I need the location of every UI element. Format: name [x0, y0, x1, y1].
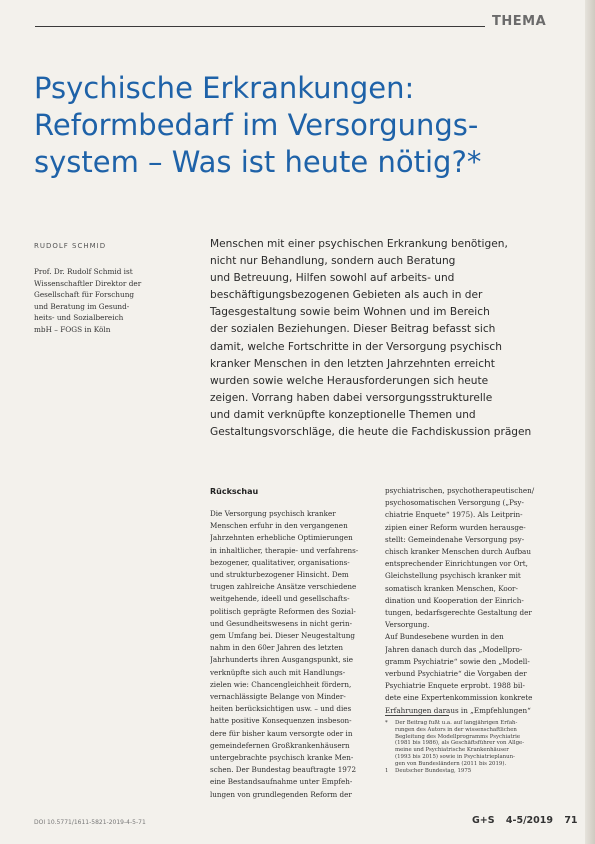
article-title — [34, 70, 554, 181]
body-text-line: schen. Der Bundestag beauftragte 1972 — [210, 765, 357, 775]
footnote-text: (1981 bis 1986), als Geschäftsführer von Allge- — [395, 740, 525, 747]
body-text-line: Menschen erfuhr in den vergangenen — [210, 521, 348, 531]
lead-line: wurden sowie welche Herausforderungen sich heute — [210, 374, 489, 387]
title-line: Psychische Erkrankungen: — [34, 71, 415, 105]
body-text-line: dere für bisher kaum versorgte oder in — [210, 728, 353, 738]
body-text-line: untergebrachte psychisch kranke Men- — [210, 753, 354, 763]
footnote-number: 1 — [385, 767, 389, 774]
footnote-text: meine und Psychiatrische Krankenhäuser — [395, 747, 509, 754]
footnote-line — [385, 747, 555, 754]
page-number: 71 — [564, 815, 578, 826]
footnote-number: * — [385, 720, 388, 726]
body-text-line: nahm in den 60er Jahren des letzten — [210, 643, 343, 653]
body-text-line: Jahrhunderts ihren Ausgangspunkt, sie — [210, 655, 354, 665]
footnote-line — [385, 734, 555, 741]
lead-line: kranker Menschen in den letzten Jahrzehnten erreicht — [210, 357, 495, 370]
body-text-line: Gleichstellung psychisch kranker mit — [385, 571, 521, 581]
issue-number: 4-5/2019 — [505, 815, 553, 826]
body-text-line: verknüpfte sich auch mit Handlungs- — [210, 667, 346, 677]
footnote-text: rungen des Autors in der wissenschaftlichen — [395, 726, 517, 733]
lead-line: nicht nur Behandlung, sondern auch Beratung — [210, 255, 456, 268]
lead-line: der sozialen Beziehungen. Dieser Beitrag befasst sich — [210, 323, 496, 336]
section-heading: Rückschau — [210, 487, 259, 496]
lead-line: damit, welche Fortschritte in der Versorgung psychisch — [210, 340, 502, 353]
body-text-line: Psychiatrie Enquete erprobt. 1988 bil- — [385, 681, 525, 691]
body-text-line: entsprechender Einrichtungen vor Ort, — [385, 559, 528, 569]
body-text-line: lungen von grundlegenden Reform der — [210, 789, 352, 799]
body-text-line: gem Umfang bei. Dieser Neugestaltung — [210, 631, 355, 641]
body-text-line: psychiatrischen, psychotherapeutischen/ — [385, 486, 535, 495]
body-text-line: psychosomatischen Versorgung („Psy- — [385, 498, 524, 508]
footnote-line — [385, 768, 555, 775]
body-text-line: hatte positive Konsequenzen insbeson- — [210, 716, 352, 726]
body-text-line: verbund Psychiatrie“ die Vorgaben der — [385, 669, 527, 679]
title-line: Reformbedarf im Versorgungs- — [34, 108, 479, 142]
bio-line: mbH – FOGS in Köln — [34, 324, 111, 334]
footnote-text: Der Beitrag fußt u.a. auf langjährigen Erfah- — [395, 720, 518, 726]
body-text-line: Versorgung. — [385, 620, 430, 630]
lead-line: zeigen. Vorrang haben dabei versorgungsstrukturelle — [210, 391, 493, 404]
body-text-line: und Gesundheitswesens in nicht gerin- — [210, 618, 353, 628]
author-bio — [34, 266, 162, 336]
body-text-line: in inhaltlicher, therapie- und verfahrens- — [210, 545, 359, 555]
footnote-line — [385, 727, 555, 734]
body-text-line: chisch kranker Menschen durch Aufbau — [385, 547, 531, 557]
footnote-line — [385, 740, 555, 747]
journal-name: G+S — [472, 815, 495, 826]
body-text-line: gemeindefernen Großkrankenhäusern — [210, 740, 350, 750]
body-text-line: zipien einer Reform wurden herausge- — [385, 522, 526, 532]
body-text-line: vernachlässigte Belange von Minder- — [210, 692, 346, 702]
lead-line: Gestaltungsvorschläge, die heute die Fachdiskussion prägen — [210, 426, 532, 439]
scan-edge — [585, 0, 595, 844]
footnote-text: (1993 bis 2015) sowie in Psychiatrieplanun- — [395, 753, 515, 760]
footnote-text: gen von Bundesländern (2011 bis 2019). — [395, 760, 507, 767]
lead-line: und Betreuung, Hilfen sowohl auf arbeits- und — [210, 272, 455, 285]
body-text-line: chiatrie Enquete“ 1975). Als Leitprin- — [385, 510, 523, 520]
body-column-right — [385, 485, 555, 717]
header-rule — [35, 26, 485, 27]
bio-line: Gesellschaft für Forschung — [34, 290, 135, 300]
lead-line: und damit verknüpfte konzeptionelle Themen und — [210, 408, 476, 421]
body-text-line: somatisch kranken Menschen, Koor- — [385, 583, 518, 593]
body-text-line: Erfahrungen daraus in „Empfehlungen“ — [385, 705, 531, 715]
body-text-line: heiten berücksichtigen usw. – und dies — [210, 704, 352, 714]
footnote-rule — [385, 715, 449, 716]
body-text-line: Jahrzehnten erhebliche Optimierungen — [210, 533, 353, 543]
bio-line: und Beratung im Gesund- — [34, 301, 130, 311]
footnotes — [385, 720, 555, 774]
body-text-line: und strukturbezogener Hinsicht. Dem — [210, 570, 349, 580]
section-rubric: THEMA — [492, 14, 547, 29]
author-name: RUDOLF SCHMID — [34, 242, 107, 250]
body-text-line: tungen, bedarfsgerechte Gestaltung der — [385, 608, 532, 618]
body-text-line: zielen wie: Chancengleichheit fördern, — [210, 679, 352, 689]
body-column-left — [210, 508, 378, 801]
page-footer — [472, 815, 586, 826]
body-text-line: politisch geprägte Reformen des Sozial- — [210, 606, 356, 616]
body-text-line: dete eine Expertenkommission konkrete — [385, 693, 533, 703]
body-text-line: gramm Psychiatrie“ sowie den „Modell- — [385, 656, 530, 666]
body-text-line: Auf Bundesebene wurden in den — [385, 632, 504, 642]
body-text-line: Jahren danach durch das „Modellpro- — [385, 644, 523, 654]
body-text-line: dination und Kooperation der Einrich- — [385, 595, 524, 605]
footnote-text: Deutscher Bundestag, 1975 — [395, 767, 472, 774]
footnote-text: Begleitung des Modellprogramms Psychiatrie — [395, 733, 521, 740]
body-text-line: Die Versorgung psychisch kranker — [210, 509, 336, 518]
title-line: system – Was ist heute nötig?* — [34, 145, 482, 179]
footnote-line — [385, 720, 555, 727]
footnote-line — [385, 761, 555, 768]
lead-line: beschäftigungsbezogenen Gebieten als auch in der — [210, 289, 483, 302]
body-text-line: weitgehende, ideell und gesellschafts- — [210, 594, 350, 604]
body-text-line: stellt: Gemeindenahe Versorgung psy- — [385, 534, 525, 544]
footnote-line — [385, 754, 555, 761]
lead-paragraph — [210, 236, 555, 441]
bio-line: heits- und Sozialbereich — [34, 313, 124, 323]
lead-line: Menschen mit einer psychischen Erkrankung benötigen, — [210, 238, 508, 250]
body-text-line: bezogener, qualitativer, organisations- — [210, 557, 350, 567]
body-text-line: trugen zahlreiche Ansätze verschiedene — [210, 582, 357, 592]
doi-line: DOI 10.5771/1611-5821-2019-4-5-71 — [34, 819, 146, 826]
lead-line: Tagesgestaltung sowie beim Wohnen und im Bereich — [210, 306, 490, 319]
bio-line: Prof. Dr. Rudolf Schmid ist — [34, 267, 133, 276]
bio-line: Wissenschaftler Direktor der — [34, 278, 142, 288]
body-text-line: eine Bestandsaufnahme unter Empfeh- — [210, 777, 353, 787]
